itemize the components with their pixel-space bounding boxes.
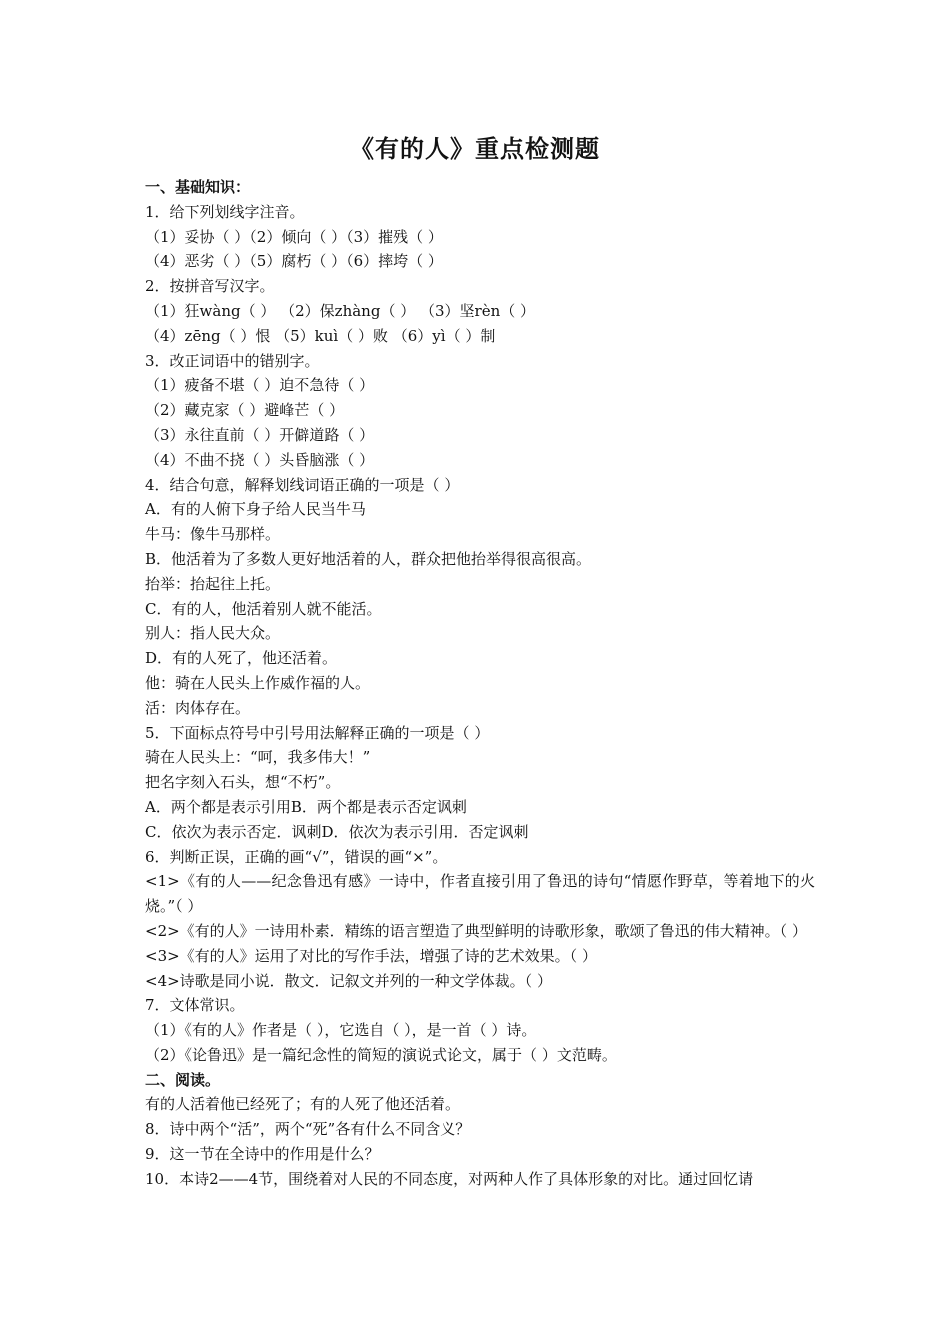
text-line: 9．这一节在全诗中的作用是什么？ [145,1145,380,1164]
text-line: （1）狂wàng（ ） （2）保zhàng（ ） （3）坚rèn（ ） [145,301,535,320]
text-line: 7．文体常识。 [145,996,245,1015]
text-line: 活：肉体存在。 [145,698,251,717]
page-title: 《有的人》重点检测题 [350,134,600,163]
text-line: 别人：指人民大众。 [145,624,281,643]
text-line: （2）《论鲁迅》是一篇纪念性的简短的演说式论文，属于（ ）文范畴。 [145,1045,617,1064]
text-line: 10．本诗2——4节，围绕着对人民的不同态度，对两种人作了具体形象的对比。通过回忆请 [145,1169,754,1188]
text-line: 3．改正词语中的错别字。 [145,351,320,370]
text-line: <1>《有的人——纪念鲁迅有感》一诗中，作者直接引用了鲁迅的诗句“情愿作野草，等着地下的火烧。”（ ） [145,872,815,916]
text-line: 5．下面标点符号中引号用法解释正确的一项是（ ） [145,723,490,742]
text-line: D．有的人死了，他还活着。 [145,649,338,668]
text-line: 他：骑在人民头上作威作福的人。 [145,673,371,692]
document-body [145,175,815,1192]
text-line: 1．给下列划线字注音。 [145,202,305,221]
text-line: <4>诗歌是同小说．散文．记叙文并列的一种文学体裁。（ ） [145,971,552,990]
text-line: C．有的人，他活着别人就不能活。 [145,599,382,618]
text-line: 牛马：像牛马那样。 [145,525,281,544]
text-line: 有的人活着他已经死了；有的人死了他还活着。 [145,1095,461,1114]
text-line: 2．按拼音写汉字。 [145,277,275,296]
text-line: （4）zēng（ ）恨 （5）kuì（ ）败 （6）yì（ ）制 [145,326,496,345]
text-line: （1）《有的人》作者是（ ），它选自（ ），是一首（ ）诗。 [145,1021,537,1040]
text-line: A．两个都是表示引用B．两个都是表示否定讽刺 [145,797,467,816]
text-line: 4．结合句意，解释划线词语正确的一项是（ ） [145,475,460,494]
text-line: B．他活着为了多数人更好地活着的人，群众把他抬举得很高很高。 [145,549,592,568]
text-line: <2>《有的人》一诗用朴素．精练的语言塑造了典型鲜明的诗歌形象，歌颂了鲁迅的伟大精神。（ ） [145,921,807,940]
text-line: （4）恶劣（ ）（5）腐朽（ ）（6）摔垮（ ） [145,252,443,271]
text-line: C．依次为表示否定．讽刺D．依次为表示引用．否定讽刺 [145,822,529,841]
text-line: （1）妥协（ ）（2）倾向（ ）（3）摧残（ ） [145,227,443,246]
text-line: （3）永往直前（ ）开僻道路（ ） [145,425,375,444]
text-line: 抬举：抬起往上托。 [145,574,281,593]
text-line: 6．判断正误，正确的画“√”，错误的画“×”。 [145,847,448,866]
text-line: 把名字刻入石头，想“不朽”。 [145,773,341,792]
text-line: 骑在人民头上：“呵，我多伟大！” [145,748,371,767]
text-line: （4）不曲不挠（ ）头昏脑涨（ ） [145,450,375,469]
text-line: <3>《有的人》运用了对比的写作手法，增强了诗的艺术效果。（ ） [145,946,597,965]
text-line: 8．诗中两个“活”，两个“死”各有什么不同含义？ [145,1120,471,1139]
text-line: （1）疲备不堪（ ）迫不急待（ ） [145,376,375,395]
section-heading: 一、基础知识： [145,178,251,196]
text-line: A．有的人俯下身子给人民当牛马 [145,500,366,519]
section-heading: 二、阅读。 [145,1070,221,1089]
text-line: （2）藏克家（ ）避峰芒（ ） [145,401,345,420]
